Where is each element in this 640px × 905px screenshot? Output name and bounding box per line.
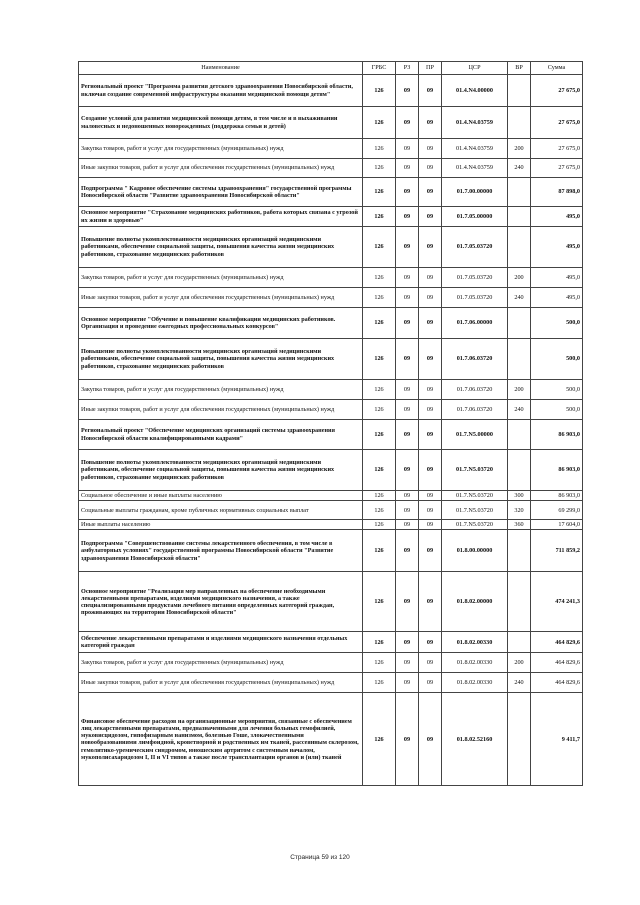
cell-sum: 27 675,0 [531, 139, 583, 159]
cell-grbs: 126 [363, 308, 396, 339]
cell-csr: 01.8.02.52160 [442, 693, 508, 786]
cell-vr: 200 [508, 380, 531, 400]
cell-grbs: 126 [363, 673, 396, 693]
cell-pr: 09 [419, 107, 442, 139]
cell-vr [508, 632, 531, 653]
cell-vr: 200 [508, 139, 531, 159]
cell-vr [508, 308, 531, 339]
cell-grbs: 126 [363, 139, 396, 159]
table-row [79, 159, 583, 178]
table-row [79, 107, 583, 139]
cell-name: Обеспечение лекарственными препаратами и изделиями медицинского назначения отдельных категорий граждан [79, 632, 363, 653]
cell-csr: 01.8.02.00330 [442, 673, 508, 693]
cell-rz: 09 [396, 520, 419, 530]
table-row [79, 673, 583, 693]
cell-grbs: 126 [363, 530, 396, 572]
cell-grbs: 126 [363, 159, 396, 178]
cell-pr: 09 [419, 339, 442, 380]
cell-rz: 09 [396, 227, 419, 268]
cell-rz: 09 [396, 308, 419, 339]
cell-grbs: 126 [363, 491, 396, 501]
table-row [79, 380, 583, 400]
cell-sum: 87 898,0 [531, 178, 583, 207]
cell-csr: 01.7.06.03720 [442, 400, 508, 420]
cell-sum: 69 299,0 [531, 501, 583, 520]
cell-name: Создание условий для развития медицинской помощи детям, в том числе и в выхаживании маловесных и недоношенных новорожденных (поддержка семьи и детей) [79, 107, 363, 139]
cell-vr: 200 [508, 653, 531, 673]
cell-csr: 01.7.N5.03720 [442, 501, 508, 520]
cell-vr [508, 572, 531, 632]
cell-csr: 01.8.02.00330 [442, 653, 508, 673]
cell-vr [508, 178, 531, 207]
cell-grbs: 126 [363, 450, 396, 491]
cell-grbs: 126 [363, 380, 396, 400]
cell-rz: 09 [396, 288, 419, 308]
cell-pr: 09 [419, 501, 442, 520]
cell-grbs: 126 [363, 520, 396, 530]
cell-csr: 01.7.N5.03720 [442, 491, 508, 501]
cell-rz: 09 [396, 653, 419, 673]
cell-grbs: 126 [363, 178, 396, 207]
budget-table-container [78, 61, 582, 786]
cell-sum: 711 859,2 [531, 530, 583, 572]
cell-rz: 09 [396, 339, 419, 380]
cell-pr: 09 [419, 673, 442, 693]
cell-grbs: 126 [363, 653, 396, 673]
cell-name: Социальные выплаты гражданам, кроме публичных нормативных социальных выплат [79, 501, 363, 520]
header-pr: ПР [419, 62, 442, 75]
cell-pr: 09 [419, 159, 442, 178]
header-rz: РЗ [396, 62, 419, 75]
cell-rz: 09 [396, 207, 419, 227]
cell-pr: 09 [419, 308, 442, 339]
cell-pr: 09 [419, 75, 442, 107]
cell-rz: 09 [396, 420, 419, 450]
header-grbs: ГРБС [363, 62, 396, 75]
cell-rz: 09 [396, 501, 419, 520]
cell-grbs: 126 [363, 288, 396, 308]
cell-sum: 17 604,0 [531, 520, 583, 530]
cell-pr: 09 [419, 178, 442, 207]
cell-sum: 495,0 [531, 207, 583, 227]
cell-grbs: 126 [363, 75, 396, 107]
cell-vr: 320 [508, 501, 531, 520]
cell-rz: 09 [396, 572, 419, 632]
cell-sum: 474 241,3 [531, 572, 583, 632]
header-name: Наименование [79, 62, 363, 75]
header-sum: Сумма [531, 62, 583, 75]
table-row [79, 530, 583, 572]
table-row [79, 178, 583, 207]
cell-pr: 09 [419, 450, 442, 491]
table-row [79, 420, 583, 450]
cell-sum: 495,0 [531, 227, 583, 268]
cell-vr [508, 227, 531, 268]
cell-grbs: 126 [363, 207, 396, 227]
cell-pr: 09 [419, 207, 442, 227]
cell-rz: 09 [396, 450, 419, 491]
cell-sum: 464 829,6 [531, 653, 583, 673]
cell-csr: 01.4.N4.03759 [442, 139, 508, 159]
cell-name: Закупка товаров, работ и услуг для государственных (муниципальных) нужд [79, 653, 363, 673]
cell-rz: 09 [396, 491, 419, 501]
cell-name: Региональный проект "Обеспечение медицинских организаций системы здравоохранения Новосибирской области квалифицированными кадрами" [79, 420, 363, 450]
cell-grbs: 126 [363, 420, 396, 450]
cell-csr: 01.7.N5.00000 [442, 420, 508, 450]
cell-sum: 9 411,7 [531, 693, 583, 786]
cell-name: Финансовое обеспечение расходов на организационные мероприятия, связанные с обеспечением лиц лекарственными препаратами, предназначенными для лечения больных гемофилией, муковисцидозом, гипофизарным нанизмом, болезнью Гоше, злокачественными новообразованиями лимфоидной, кроветворной и родственных им тканей, рассеянным склерозом, гемолитико-уремическим синдромом, юношеским артритом с системным началом, мукополисахаридозом I, II и VI типов а также после трансплантации органов и (или) тканей [79, 693, 363, 786]
cell-csr: 01.4.N4.03759 [442, 159, 508, 178]
cell-grbs: 126 [363, 268, 396, 288]
cell-csr: 01.7.06.03720 [442, 380, 508, 400]
cell-sum: 495,0 [531, 288, 583, 308]
table-row [79, 339, 583, 380]
cell-pr: 09 [419, 530, 442, 572]
cell-csr: 01.7.05.03720 [442, 268, 508, 288]
table-row [79, 572, 583, 632]
cell-sum: 464 829,6 [531, 673, 583, 693]
cell-grbs: 126 [363, 632, 396, 653]
cell-rz: 09 [396, 673, 419, 693]
cell-pr: 09 [419, 693, 442, 786]
cell-grbs: 126 [363, 693, 396, 786]
header-csr: ЦСР [442, 62, 508, 75]
cell-vr: 360 [508, 520, 531, 530]
cell-name: Закупка товаров, работ и услуг для государственных (муниципальных) нужд [79, 139, 363, 159]
table-row [79, 227, 583, 268]
table-row [79, 450, 583, 491]
cell-rz: 09 [396, 380, 419, 400]
cell-name: Повышение полноты укомплектованности медицинских организаций медицинскими работниками, обеспечение социальной защиты, повышения качества жизни медицинских работников, страхование медицинских работников [79, 450, 363, 491]
cell-vr: 200 [508, 268, 531, 288]
cell-sum: 500,0 [531, 308, 583, 339]
cell-vr: 300 [508, 491, 531, 501]
cell-name: Основное мероприятие "Страхование медицинских работников, работа которых связана с угрозой их жизни и здоровью" [79, 207, 363, 227]
cell-csr: 01.7.05.03720 [442, 288, 508, 308]
cell-vr: 240 [508, 288, 531, 308]
cell-pr: 09 [419, 520, 442, 530]
cell-sum: 500,0 [531, 400, 583, 420]
cell-vr: 240 [508, 159, 531, 178]
cell-grbs: 126 [363, 501, 396, 520]
cell-sum: 495,0 [531, 268, 583, 288]
table-row [79, 693, 583, 786]
cell-pr: 09 [419, 632, 442, 653]
cell-sum: 27 675,0 [531, 75, 583, 107]
cell-pr: 09 [419, 572, 442, 632]
cell-csr: 01.8.00.00000 [442, 530, 508, 572]
cell-rz: 09 [396, 400, 419, 420]
cell-name: Закупка товаров, работ и услуг для государственных (муниципальных) нужд [79, 380, 363, 400]
cell-rz: 09 [396, 159, 419, 178]
cell-pr: 09 [419, 491, 442, 501]
cell-rz: 09 [396, 268, 419, 288]
cell-name: Иные закупки товаров, работ и услуг для обеспечения государственных (муниципальных) нужд [79, 288, 363, 308]
table-row [79, 207, 583, 227]
cell-name: Иные закупки товаров, работ и услуг для обеспечения государственных (муниципальных) нужд [79, 159, 363, 178]
cell-vr: 240 [508, 400, 531, 420]
table-row [79, 268, 583, 288]
cell-csr: 01.4.N4.03759 [442, 107, 508, 139]
cell-vr [508, 107, 531, 139]
budget-table [78, 61, 583, 786]
cell-rz: 09 [396, 530, 419, 572]
cell-vr [508, 75, 531, 107]
cell-pr: 09 [419, 653, 442, 673]
cell-grbs: 126 [363, 227, 396, 268]
cell-vr: 240 [508, 673, 531, 693]
table-row [79, 308, 583, 339]
table-row [79, 501, 583, 520]
cell-name: Основное мероприятие "Реализация мер направленных на обеспечение необходимыми лекарственными препаратами, изделиями медицинского назначения, а также специализированными продуктами лечебного питания определенных категорий граждан, проживающих на территории Новосибирской области" [79, 572, 363, 632]
cell-csr: 01.4.N4.00000 [442, 75, 508, 107]
cell-name: Региональный проект "Программа развития детского здравоохранения Новосибирской области, включая создание современной инфраструктуры оказания медицинской помощи детям" [79, 75, 363, 107]
cell-sum: 86 903,0 [531, 420, 583, 450]
cell-csr: 01.7.N5.03720 [442, 450, 508, 491]
cell-name: Подпрограмма "Совершенствование системы лекарственного обеспечения, в том числе в амбулаторных условиях" государственной программы Новосибирской области "Развитие здравоохранения Новосибирской области" [79, 530, 363, 572]
cell-name: Закупка товаров, работ и услуг для государственных (муниципальных) нужд [79, 268, 363, 288]
cell-name: Основное мероприятие "Обучение и повышение квалификации медицинских работников. Организация и проведение ежегодных профессиональных конкурсов" [79, 308, 363, 339]
table-row [79, 653, 583, 673]
cell-csr: 01.7.05.03720 [442, 227, 508, 268]
cell-name: Иные закупки товаров, работ и услуг для обеспечения государственных (муниципальных) нужд [79, 400, 363, 420]
cell-sum: 86 903,0 [531, 450, 583, 491]
table-row [79, 491, 583, 501]
cell-rz: 09 [396, 693, 419, 786]
table-row [79, 288, 583, 308]
cell-vr [508, 339, 531, 380]
cell-csr: 01.7.00.00000 [442, 178, 508, 207]
table-row [79, 75, 583, 107]
cell-sum: 500,0 [531, 380, 583, 400]
table-row [79, 520, 583, 530]
table-body [79, 75, 583, 786]
cell-vr [508, 530, 531, 572]
cell-csr: 01.8.02.00330 [442, 632, 508, 653]
cell-csr: 01.7.06.03720 [442, 339, 508, 380]
cell-pr: 09 [419, 420, 442, 450]
cell-grbs: 126 [363, 339, 396, 380]
cell-pr: 09 [419, 380, 442, 400]
cell-name: Социальное обеспечение и иные выплаты населению [79, 491, 363, 501]
cell-pr: 09 [419, 227, 442, 268]
cell-vr [508, 450, 531, 491]
cell-sum: 500,0 [531, 339, 583, 380]
cell-name: Иные выплаты населению [79, 520, 363, 530]
cell-pr: 09 [419, 400, 442, 420]
cell-rz: 09 [396, 178, 419, 207]
cell-csr: 01.8.02.00000 [442, 572, 508, 632]
cell-rz: 09 [396, 632, 419, 653]
cell-name: Повышение полноты укомплектованности медицинских организаций медицинскими работниками, обеспечение социальной защиты, повышения качества жизни медицинских работников, страхование медицинских работников [79, 227, 363, 268]
cell-vr [508, 207, 531, 227]
cell-name: Повышение полноты укомплектованности медицинских организаций медицинскими работниками, обеспечение социальной защиты, повышения качества жизни медицинских работников, страхование медицинских работников [79, 339, 363, 380]
cell-vr [508, 420, 531, 450]
table-row [79, 139, 583, 159]
cell-grbs: 126 [363, 400, 396, 420]
table-row [79, 632, 583, 653]
cell-csr: 01.7.N5.03720 [442, 520, 508, 530]
cell-rz: 09 [396, 107, 419, 139]
cell-pr: 09 [419, 139, 442, 159]
cell-name: Подпрограмма " Кадровое обеспечение системы здравоохранения" государственной программы Новосибирской области "Развитие здравоохранения Новосибирской области" [79, 178, 363, 207]
cell-sum: 27 675,0 [531, 159, 583, 178]
table-row [79, 400, 583, 420]
cell-grbs: 126 [363, 107, 396, 139]
cell-rz: 09 [396, 75, 419, 107]
cell-name: Иные закупки товаров, работ и услуг для обеспечения государственных (муниципальных) нужд [79, 673, 363, 693]
cell-sum: 27 675,0 [531, 107, 583, 139]
cell-vr [508, 693, 531, 786]
cell-sum: 464 829,6 [531, 632, 583, 653]
cell-sum: 86 903,0 [531, 491, 583, 501]
cell-pr: 09 [419, 288, 442, 308]
cell-pr: 09 [419, 268, 442, 288]
page-number: Страница 59 из 120 [290, 854, 350, 861]
cell-csr: 01.7.06.00000 [442, 308, 508, 339]
cell-grbs: 126 [363, 572, 396, 632]
table-header-row [79, 62, 583, 75]
cell-csr: 01.7.05.00000 [442, 207, 508, 227]
header-vr: ВР [508, 62, 531, 75]
cell-rz: 09 [396, 139, 419, 159]
